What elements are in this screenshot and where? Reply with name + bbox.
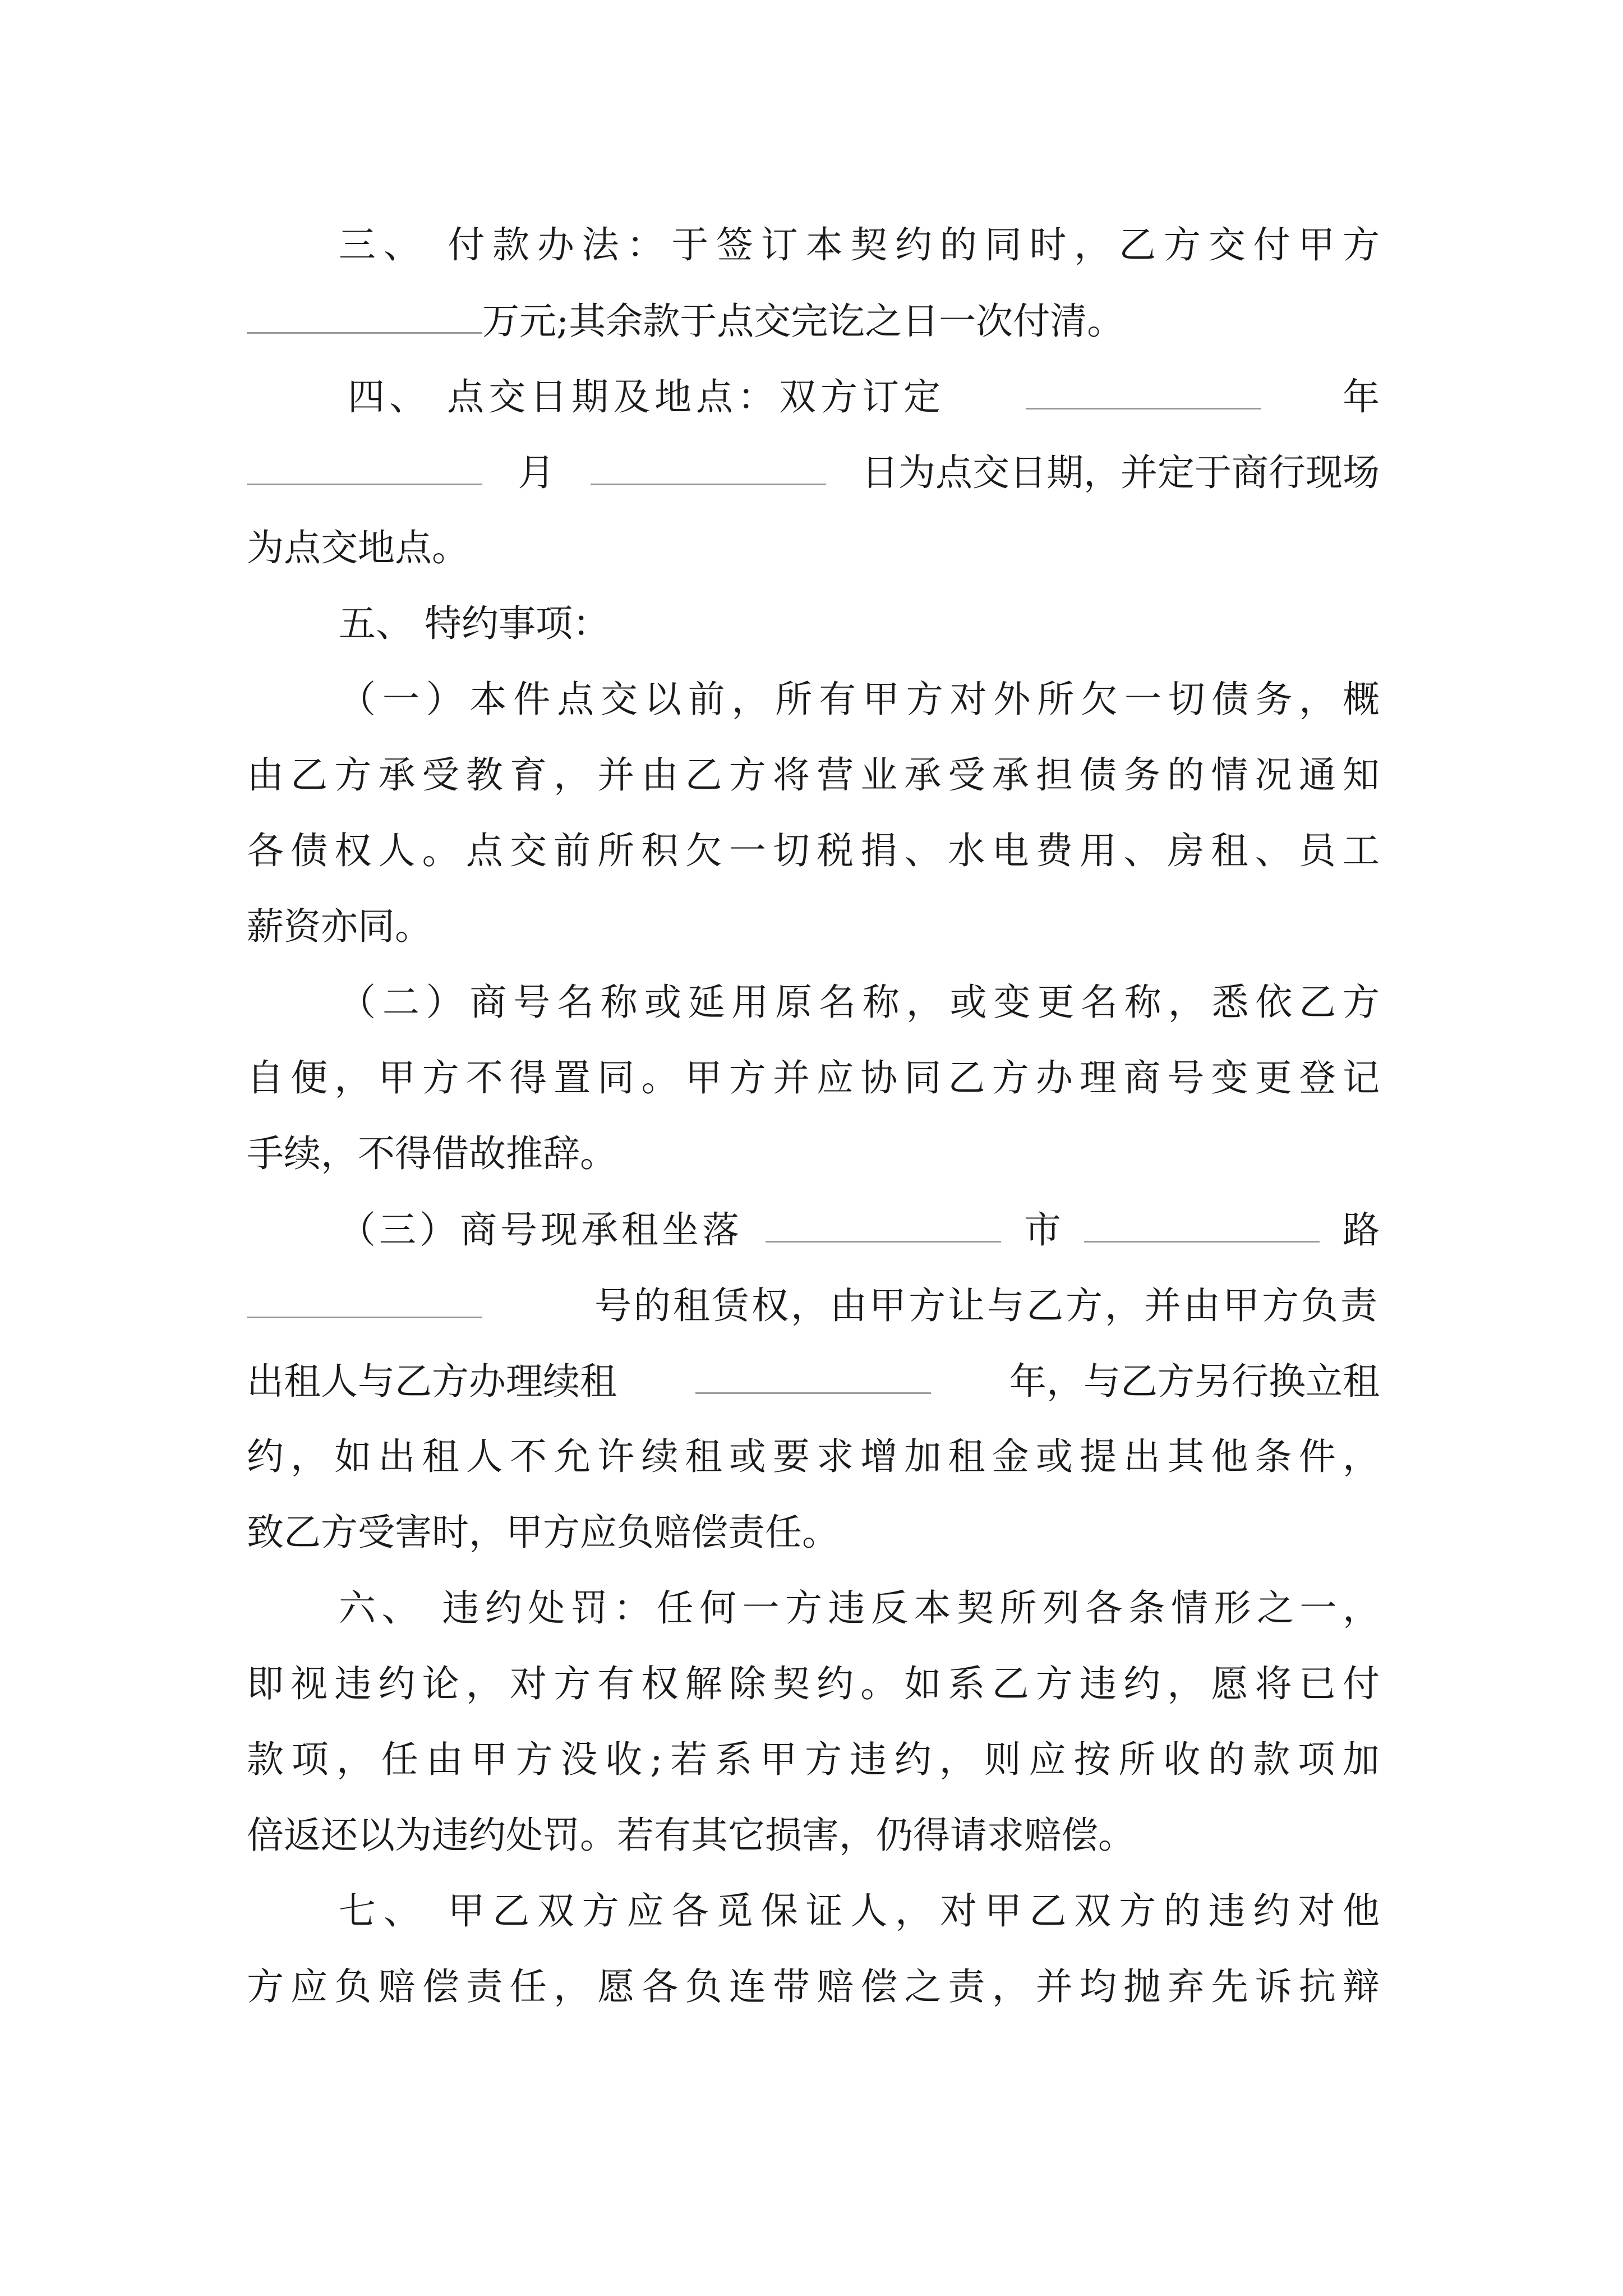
clause-text: 即视违约论，对方有权解除契约。如系乙方违约，愿将已付 <box>247 1662 1380 1705</box>
clause-text: 薪资亦同。 <box>247 905 432 948</box>
clause-text: 倍返还以为违约处罚。若有其它损害，仍得请求赔偿。 <box>247 1814 1135 1857</box>
fill-blank-renewal-years[interactable] <box>695 1353 931 1394</box>
clause-text: 自便，甲方不得置同。甲方并应协同乙方办理商号变更登记 <box>247 1056 1380 1099</box>
clause-text: 为点交地点。 <box>247 526 469 569</box>
clause-7-line-1 <box>339 1883 1380 1939</box>
clause-text: 由乙方承受教育，并由乙方将营业承受承担债务的情况通知 <box>247 753 1380 797</box>
item-1-line-2 <box>247 747 1380 803</box>
clause-text: 致乙方受害时，甲方应负赔偿责任。 <box>247 1511 839 1554</box>
road-label: 路 <box>1343 1208 1380 1251</box>
year-label: 年 <box>1342 375 1380 418</box>
clause-text: 六、 违约处罚：任何一方违反本契所列各条情形之一， <box>339 1586 1380 1630</box>
clause-text: 方应负赔偿责任，愿各负连带赔偿之责，并均抛弃先诉抗辩 <box>247 1965 1380 2008</box>
clause-6-line-1 <box>339 1580 1380 1636</box>
item-2-line-2 <box>247 1050 1380 1106</box>
fill-blank-amount[interactable] <box>247 293 482 334</box>
clause-text: （二）商号名称或延用原名称，或变更名称，悉依乙方 <box>339 981 1380 1024</box>
clause-6-line-2 <box>247 1656 1380 1712</box>
clause-5-heading <box>339 596 1380 652</box>
fill-blank-month[interactable] <box>247 444 482 485</box>
item-3-line-4 <box>247 1429 1380 1485</box>
clause-text: 出租人与乙方办理续租 <box>247 1360 617 1403</box>
item-1-line-4 <box>247 899 1380 955</box>
clause-4-line-1 <box>348 369 1380 425</box>
clause-heading: 五、 特约事项： <box>339 602 610 645</box>
clause-text: （三）商号现承租坐落 <box>339 1208 743 1251</box>
clause-text: 款项，任由甲方没收;若系甲方违约，则应按所收的款项加 <box>247 1738 1380 1781</box>
clause-text: 七、 甲乙双方应各觅保证人，对甲乙双方的违约对他 <box>339 1889 1380 1932</box>
clause-7-line-2 <box>247 1959 1380 2015</box>
clause-text: 手续，不得借故推辞。 <box>247 1132 617 1175</box>
item-2-line-1 <box>339 974 1380 1030</box>
clause-text: 万元;其余款于点交完讫之日一次付清。 <box>482 300 1124 343</box>
item-3-line-1 <box>339 1202 1380 1258</box>
clause-6-line-3 <box>247 1732 1380 1788</box>
item-3-line-3 <box>247 1353 1380 1409</box>
fill-blank-city[interactable] <box>766 1202 1001 1243</box>
city-label: 市 <box>1024 1208 1061 1251</box>
item-3-line-5 <box>247 1504 1380 1561</box>
fill-blank-road[interactable] <box>1084 1202 1320 1243</box>
clause-heading: 四、 点交日期及地点：双方订定 <box>348 375 945 418</box>
clause-text: 日为点交日期，并定于商行现场 <box>861 451 1380 494</box>
clause-text: 年，与乙方另行换立租 <box>1009 1360 1380 1403</box>
clause-text: （一）本件点交以前，所有甲方对外所欠一切债务，概 <box>339 678 1380 721</box>
item-1-line-1 <box>339 671 1380 728</box>
clause-4-line-2 <box>247 444 1380 500</box>
clause-4-line-3 <box>247 520 1380 576</box>
clause-text: 号的租赁权，由甲方让与乙方，并由甲方负责 <box>594 1284 1380 1327</box>
item-2-line-3 <box>247 1126 1380 1182</box>
clause-text: 各债权人。点交前所积欠一切税捐、水电费用、房租、员工 <box>247 829 1380 872</box>
clause-6-line-4 <box>247 1807 1380 1864</box>
clause-text: 三、 付款办法：于签订本契约的同时，乙方交付甲方 <box>339 223 1380 266</box>
clause-3-line-2 <box>247 293 1380 349</box>
item-3-line-2 <box>247 1277 1380 1333</box>
clause-text: 约，如出租人不允许续租或要求增加租金或提出其他条件， <box>247 1435 1380 1478</box>
fill-blank-day[interactable] <box>591 444 826 485</box>
clause-3-line-1 <box>339 217 1380 273</box>
item-1-line-3 <box>247 823 1380 879</box>
fill-blank-number[interactable] <box>247 1277 482 1318</box>
fill-blank-year[interactable] <box>1026 369 1261 409</box>
month-label: 月 <box>518 451 555 494</box>
